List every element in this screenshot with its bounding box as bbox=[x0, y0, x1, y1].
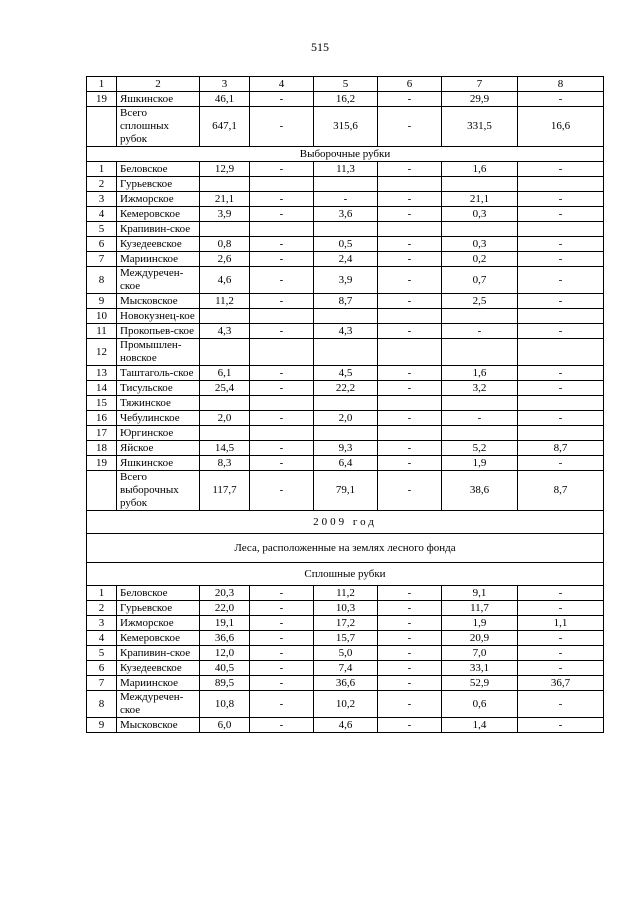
table-row bbox=[87, 177, 604, 192]
table-cell: Тисульское bbox=[117, 381, 200, 396]
table-cell: - bbox=[518, 92, 604, 107]
table-row bbox=[87, 661, 604, 676]
table-cell: - bbox=[518, 207, 604, 222]
table-cell: - bbox=[518, 267, 604, 294]
table-cell: 6,4 bbox=[314, 456, 378, 471]
table-cell: 3 bbox=[87, 616, 117, 631]
table-cell: 1 bbox=[87, 77, 117, 92]
table-cell: 17 bbox=[87, 426, 117, 441]
table-cell: 12 bbox=[87, 339, 117, 366]
table-cell: 315,6 bbox=[314, 107, 378, 147]
table-cell: - bbox=[518, 718, 604, 733]
table-cell: 0,3 bbox=[442, 237, 518, 252]
table-cell: - bbox=[250, 661, 314, 676]
table-cell: 2 bbox=[117, 77, 200, 92]
table-row bbox=[87, 471, 604, 511]
table-cell: - bbox=[518, 162, 604, 177]
table-row bbox=[87, 237, 604, 252]
table-cell: Кемеровское bbox=[117, 207, 200, 222]
table-cell: - bbox=[378, 107, 442, 147]
table-cell: 11,7 bbox=[442, 601, 518, 616]
table-cell: 647,1 bbox=[200, 107, 250, 147]
table-cell: 4,6 bbox=[314, 718, 378, 733]
table-cell bbox=[518, 339, 604, 366]
table-cell: 17,2 bbox=[314, 616, 378, 631]
table-cell: - bbox=[250, 676, 314, 691]
table-cell bbox=[442, 426, 518, 441]
table-cell: - bbox=[250, 471, 314, 511]
table-cell: Всего сплошных рубок bbox=[117, 107, 200, 147]
section-heading-row bbox=[87, 511, 604, 534]
table-cell: - bbox=[378, 92, 442, 107]
table-cell: 22,0 bbox=[200, 601, 250, 616]
table-cell: 20,9 bbox=[442, 631, 518, 646]
table-cell: Прокопьев-ское bbox=[117, 324, 200, 339]
table-cell bbox=[314, 426, 378, 441]
table-cell: - bbox=[250, 324, 314, 339]
table-cell bbox=[442, 309, 518, 324]
table-cell bbox=[518, 309, 604, 324]
table-cell: 9 bbox=[87, 718, 117, 733]
table-cell: - bbox=[378, 162, 442, 177]
page-number: 515 bbox=[311, 40, 329, 54]
table-cell: 7 bbox=[442, 77, 518, 92]
table-cell: 25,4 bbox=[200, 381, 250, 396]
table-cell: 79,1 bbox=[314, 471, 378, 511]
table-row bbox=[87, 339, 604, 366]
table-cell: 6,0 bbox=[200, 718, 250, 733]
table-cell: - bbox=[518, 586, 604, 601]
table-cell: 11,3 bbox=[314, 162, 378, 177]
table-cell: - bbox=[250, 267, 314, 294]
table-cell: 5 bbox=[87, 646, 117, 661]
table-cell: - bbox=[378, 456, 442, 471]
table-cell: Междуречен-ское bbox=[117, 267, 200, 294]
table-cell: 1,6 bbox=[442, 366, 518, 381]
table-cell: 1,1 bbox=[518, 616, 604, 631]
table-cell: 12,0 bbox=[200, 646, 250, 661]
table-cell: 8 bbox=[87, 691, 117, 718]
table-cell: - bbox=[250, 411, 314, 426]
table-cell: - bbox=[250, 691, 314, 718]
table-cell: 21,1 bbox=[200, 192, 250, 207]
table-cell: 46,1 bbox=[200, 92, 250, 107]
table-cell: 6 bbox=[87, 237, 117, 252]
table-cell: 10,8 bbox=[200, 691, 250, 718]
table-cell: - bbox=[250, 441, 314, 456]
table-cell: Беловское bbox=[117, 586, 200, 601]
table-cell: - bbox=[518, 601, 604, 616]
table-cell: - bbox=[378, 381, 442, 396]
section-heading-row bbox=[87, 147, 604, 162]
table-cell bbox=[87, 471, 117, 511]
table-cell: 29,9 bbox=[442, 92, 518, 107]
table-cell: 0,3 bbox=[442, 207, 518, 222]
table-row bbox=[87, 107, 604, 147]
table-cell bbox=[442, 177, 518, 192]
table-cell: - bbox=[250, 646, 314, 661]
table-cell: 36,6 bbox=[314, 676, 378, 691]
table-cell: - bbox=[518, 252, 604, 267]
table-cell: 4 bbox=[87, 207, 117, 222]
table-cell bbox=[314, 177, 378, 192]
table-cell: 40,5 bbox=[200, 661, 250, 676]
table-cell: - bbox=[378, 324, 442, 339]
table-cell: - bbox=[442, 411, 518, 426]
table-cell: 12,9 bbox=[200, 162, 250, 177]
table-row bbox=[87, 441, 604, 456]
table-cell: - bbox=[518, 237, 604, 252]
table-cell: Беловское bbox=[117, 162, 200, 177]
table-cell: - bbox=[518, 631, 604, 646]
table-cell: Кемеровское bbox=[117, 631, 200, 646]
table-cell: - bbox=[378, 252, 442, 267]
table-cell: 8 bbox=[518, 77, 604, 92]
table-cell: 33,1 bbox=[442, 661, 518, 676]
table-row bbox=[87, 222, 604, 237]
table-cell: - bbox=[378, 192, 442, 207]
table-cell: - bbox=[250, 381, 314, 396]
table-cell: - bbox=[250, 207, 314, 222]
table-cell bbox=[442, 339, 518, 366]
table-cell bbox=[442, 222, 518, 237]
table-cell bbox=[378, 222, 442, 237]
table-cell: 4,6 bbox=[200, 267, 250, 294]
table-cell: - bbox=[250, 162, 314, 177]
table-cell: Чебулинское bbox=[117, 411, 200, 426]
table-cell: 1,4 bbox=[442, 718, 518, 733]
table-cell: 2,0 bbox=[314, 411, 378, 426]
table-cell bbox=[378, 396, 442, 411]
table-row bbox=[87, 92, 604, 107]
table-cell: - bbox=[250, 718, 314, 733]
table-cell: Ижморское bbox=[117, 192, 200, 207]
table-cell: 6 bbox=[378, 77, 442, 92]
table-cell: - bbox=[250, 616, 314, 631]
table-row bbox=[87, 411, 604, 426]
table-cell bbox=[314, 222, 378, 237]
table-cell: 15,7 bbox=[314, 631, 378, 646]
table-row bbox=[87, 162, 604, 177]
table-cell: - bbox=[250, 366, 314, 381]
table-cell: Крапивин-ское bbox=[117, 646, 200, 661]
table-cell: 3,6 bbox=[314, 207, 378, 222]
table-cell: - bbox=[378, 676, 442, 691]
section-heading-row bbox=[87, 563, 604, 586]
table-cell: - bbox=[518, 646, 604, 661]
table-row bbox=[87, 718, 604, 733]
table-cell: 14 bbox=[87, 381, 117, 396]
table-cell bbox=[378, 339, 442, 366]
table-row bbox=[87, 324, 604, 339]
table-cell: 9,1 bbox=[442, 586, 518, 601]
table-row bbox=[87, 676, 604, 691]
column-number-row bbox=[87, 77, 604, 92]
table-cell: Мысковское bbox=[117, 294, 200, 309]
table-cell bbox=[200, 426, 250, 441]
table-cell: 2 bbox=[87, 177, 117, 192]
table-cell: 7 bbox=[87, 676, 117, 691]
table-cell: Ижморское bbox=[117, 616, 200, 631]
table-cell: 5,2 bbox=[442, 441, 518, 456]
table-cell: - bbox=[378, 294, 442, 309]
table-cell: - bbox=[518, 366, 604, 381]
table-cell: - bbox=[518, 411, 604, 426]
table-cell: Тяжинское bbox=[117, 396, 200, 411]
table-cell: 18 bbox=[87, 441, 117, 456]
table-cell: - bbox=[518, 192, 604, 207]
table-cell: 2 bbox=[87, 601, 117, 616]
table-cell bbox=[518, 426, 604, 441]
table-cell: 36,6 bbox=[200, 631, 250, 646]
table-cell bbox=[314, 339, 378, 366]
table-cell bbox=[250, 426, 314, 441]
table-cell: 6,1 bbox=[200, 366, 250, 381]
table-cell: 14,5 bbox=[200, 441, 250, 456]
table-cell: - bbox=[314, 192, 378, 207]
table-row bbox=[87, 646, 604, 661]
section-heading-row bbox=[87, 534, 604, 563]
table-cell bbox=[378, 177, 442, 192]
table-cell: 8 bbox=[87, 267, 117, 294]
table-cell: - bbox=[378, 718, 442, 733]
table-cell: 9 bbox=[87, 294, 117, 309]
table-cell: 20,3 bbox=[200, 586, 250, 601]
table-cell: - bbox=[378, 661, 442, 676]
table-cell: 3,2 bbox=[442, 381, 518, 396]
table-cell: - bbox=[250, 237, 314, 252]
table-cell bbox=[442, 396, 518, 411]
table-row bbox=[87, 294, 604, 309]
table-cell: - bbox=[250, 586, 314, 601]
table-cell bbox=[200, 339, 250, 366]
table-cell: Промышлен-новское bbox=[117, 339, 200, 366]
table-cell: Кузедеевское bbox=[117, 661, 200, 676]
table-cell: 10 bbox=[87, 309, 117, 324]
table-row bbox=[87, 381, 604, 396]
table-cell: - bbox=[250, 192, 314, 207]
table-cell: 5 bbox=[87, 222, 117, 237]
table-cell: Мариинское bbox=[117, 252, 200, 267]
table-cell: - bbox=[378, 441, 442, 456]
table-cell: - bbox=[518, 294, 604, 309]
table-cell: 11 bbox=[87, 324, 117, 339]
table-cell: 13 bbox=[87, 366, 117, 381]
table-cell: 4 bbox=[250, 77, 314, 92]
table-cell: 6 bbox=[87, 661, 117, 676]
table-cell: 21,1 bbox=[442, 192, 518, 207]
table-row bbox=[87, 207, 604, 222]
table-cell: - bbox=[250, 456, 314, 471]
table-cell: - bbox=[250, 631, 314, 646]
table-cell bbox=[250, 339, 314, 366]
table-cell: Яйское bbox=[117, 441, 200, 456]
table-cell: - bbox=[378, 237, 442, 252]
table-cell bbox=[314, 396, 378, 411]
table-cell bbox=[518, 177, 604, 192]
table-cell: 38,6 bbox=[442, 471, 518, 511]
table-cell: Юргинское bbox=[117, 426, 200, 441]
table-cell: Яшкинское bbox=[117, 456, 200, 471]
table-cell: Мысковское bbox=[117, 718, 200, 733]
section-heading: Выборочные рубки bbox=[87, 147, 604, 162]
table-cell: 15 bbox=[87, 396, 117, 411]
table-cell: 52,9 bbox=[442, 676, 518, 691]
table-cell: 8,3 bbox=[200, 456, 250, 471]
table-cell: 0,6 bbox=[442, 691, 518, 718]
table-cell: 7,4 bbox=[314, 661, 378, 676]
table-cell bbox=[314, 309, 378, 324]
table-cell: Таштаголь-ское bbox=[117, 366, 200, 381]
table-row bbox=[87, 396, 604, 411]
table-cell bbox=[250, 222, 314, 237]
table-cell: Гурьевское bbox=[117, 177, 200, 192]
table-cell: 3,9 bbox=[200, 207, 250, 222]
table-cell bbox=[250, 396, 314, 411]
table-cell: 4,5 bbox=[314, 366, 378, 381]
table-cell: - bbox=[378, 471, 442, 511]
table-cell: 11,2 bbox=[314, 586, 378, 601]
table-cell: 3,9 bbox=[314, 267, 378, 294]
table-cell: 11,2 bbox=[200, 294, 250, 309]
table-cell: 10,3 bbox=[314, 601, 378, 616]
table-cell: Междуречен-ское bbox=[117, 691, 200, 718]
table-cell: 5,0 bbox=[314, 646, 378, 661]
table-cell bbox=[518, 396, 604, 411]
table-cell: 19 bbox=[87, 456, 117, 471]
table-cell: - bbox=[518, 381, 604, 396]
table-row bbox=[87, 456, 604, 471]
table-cell: 2,0 bbox=[200, 411, 250, 426]
table-row bbox=[87, 426, 604, 441]
table-cell: - bbox=[378, 267, 442, 294]
table-cell: Мариинское bbox=[117, 676, 200, 691]
table-cell bbox=[518, 222, 604, 237]
table-row bbox=[87, 252, 604, 267]
table-cell: 19 bbox=[87, 92, 117, 107]
table-cell: Яшкинское bbox=[117, 92, 200, 107]
table-cell: - bbox=[378, 691, 442, 718]
section-heading: 2009 год bbox=[87, 511, 604, 534]
table-cell: 1 bbox=[87, 586, 117, 601]
forest-cutting-table bbox=[86, 76, 604, 733]
table-cell: 1,9 bbox=[442, 616, 518, 631]
table-cell bbox=[87, 107, 117, 147]
table-cell: 8,7 bbox=[518, 441, 604, 456]
table-cell: 7 bbox=[87, 252, 117, 267]
table-cell bbox=[200, 222, 250, 237]
table-cell: 16,6 bbox=[518, 107, 604, 147]
table-cell: 89,5 bbox=[200, 676, 250, 691]
table-row bbox=[87, 192, 604, 207]
table-cell: 0,7 bbox=[442, 267, 518, 294]
table-cell: 331,5 bbox=[442, 107, 518, 147]
table-row bbox=[87, 631, 604, 646]
table-cell: Новокузнец-кое bbox=[117, 309, 200, 324]
table-cell bbox=[378, 309, 442, 324]
table-cell: - bbox=[518, 661, 604, 676]
table-row bbox=[87, 586, 604, 601]
table-cell bbox=[250, 177, 314, 192]
table-cell: 3 bbox=[200, 77, 250, 92]
table-cell: - bbox=[518, 456, 604, 471]
table-cell: - bbox=[378, 646, 442, 661]
table-cell: 3 bbox=[87, 192, 117, 207]
table-cell: 22,2 bbox=[314, 381, 378, 396]
table-cell: 1 bbox=[87, 162, 117, 177]
section-heading: Сплошные рубки bbox=[87, 563, 604, 586]
table-cell: 4,3 bbox=[200, 324, 250, 339]
table-cell: - bbox=[518, 324, 604, 339]
table-cell: 1,6 bbox=[442, 162, 518, 177]
table-cell bbox=[250, 309, 314, 324]
table-cell: - bbox=[378, 366, 442, 381]
table-cell: 5 bbox=[314, 77, 378, 92]
table-cell: Крапивин-ское bbox=[117, 222, 200, 237]
table-cell: 2,4 bbox=[314, 252, 378, 267]
table-cell: Кузедеевское bbox=[117, 237, 200, 252]
table-cell: 117,7 bbox=[200, 471, 250, 511]
table-cell: - bbox=[378, 411, 442, 426]
table-cell: 10,2 bbox=[314, 691, 378, 718]
table-cell bbox=[200, 177, 250, 192]
table-cell: 8,7 bbox=[314, 294, 378, 309]
table-cell: 36,7 bbox=[518, 676, 604, 691]
section-heading: Леса, расположенные на землях лесного фонда bbox=[87, 534, 604, 563]
table-cell: 2,5 bbox=[442, 294, 518, 309]
table-cell: - bbox=[250, 601, 314, 616]
table-cell: 2,6 bbox=[200, 252, 250, 267]
table-cell: 0,2 bbox=[442, 252, 518, 267]
table-row bbox=[87, 616, 604, 631]
table-cell: 9,3 bbox=[314, 441, 378, 456]
table-cell: - bbox=[442, 324, 518, 339]
table-cell: - bbox=[378, 601, 442, 616]
table-row bbox=[87, 691, 604, 718]
table-cell: 8,7 bbox=[518, 471, 604, 511]
table-cell: 4 bbox=[87, 631, 117, 646]
table-row bbox=[87, 267, 604, 294]
table-cell: - bbox=[378, 207, 442, 222]
table-cell: 7,0 bbox=[442, 646, 518, 661]
table-row bbox=[87, 366, 604, 381]
table-cell bbox=[200, 309, 250, 324]
table-cell: - bbox=[250, 294, 314, 309]
table-cell: - bbox=[518, 691, 604, 718]
table-cell: Всего выборочных рубок bbox=[117, 471, 200, 511]
table-row bbox=[87, 601, 604, 616]
table-cell: 4,3 bbox=[314, 324, 378, 339]
table-cell bbox=[200, 396, 250, 411]
table-cell: - bbox=[378, 586, 442, 601]
table-cell: Гурьевское bbox=[117, 601, 200, 616]
table-cell: 0,5 bbox=[314, 237, 378, 252]
table-cell: 1,9 bbox=[442, 456, 518, 471]
table-cell: - bbox=[378, 616, 442, 631]
table-cell: 19,1 bbox=[200, 616, 250, 631]
table-cell: - bbox=[250, 252, 314, 267]
table-cell: 0,8 bbox=[200, 237, 250, 252]
table-cell: - bbox=[378, 631, 442, 646]
table-row bbox=[87, 309, 604, 324]
table-cell: - bbox=[250, 92, 314, 107]
table-cell bbox=[378, 426, 442, 441]
table-cell: 16,2 bbox=[314, 92, 378, 107]
table-cell: 16 bbox=[87, 411, 117, 426]
table-cell: - bbox=[250, 107, 314, 147]
